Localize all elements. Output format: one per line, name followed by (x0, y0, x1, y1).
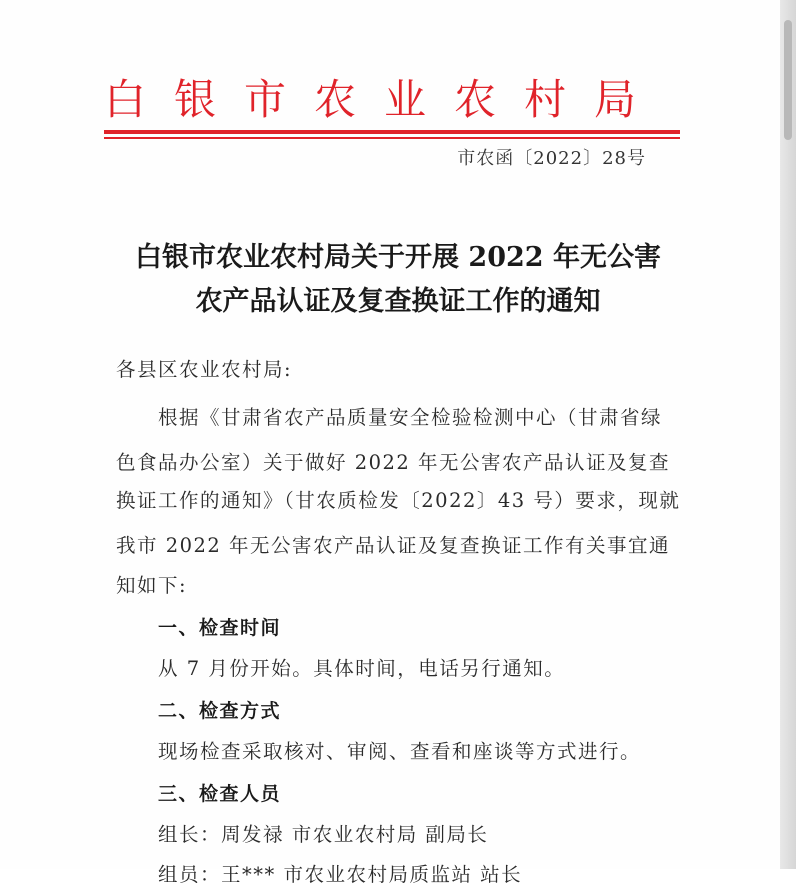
letterhead-agency-name: 白银市农业农村局 (104, 75, 665, 124)
paragraph-line: 知如下: (116, 574, 188, 597)
section-text-method: 现场检查采取核对、审阅、查看和座谈等方式进行。 (158, 740, 642, 763)
letterhead-red-rule-thin (104, 137, 680, 139)
section-text-time: 从 7 月份开始。具体时间，电话另行通知。 (158, 657, 566, 680)
document-title (100, 236, 696, 324)
paragraph-line: 色食品办公室）关于做好 2022 年无公害农产品认证及复查 (116, 451, 671, 474)
scrollbar-track[interactable] (780, 0, 796, 869)
paragraph-line: 我市 2022 年无公害农产品认证及复查换证工作有关事宜通 (116, 534, 671, 557)
salutation: 各县区农业农村局: (116, 358, 293, 381)
paragraph-line: 根据《甘肃省农产品质量安全检验检测中心（甘肃省绿 (158, 406, 663, 429)
paragraph-line: 换证工作的通知》（甘农质检发〔2022〕43 号）要求，现就 (116, 489, 681, 512)
section-heading-personnel: 三、检查人员 (158, 783, 282, 805)
section-text-leader: 组长：周发禄 市农业农村局 副局长 (158, 823, 489, 846)
scrollbar-thumb[interactable] (784, 20, 792, 140)
letterhead-red-rule (104, 130, 680, 134)
title-line-2: 农产品认证及复查换证工作的通知 (195, 286, 601, 317)
document-number: 市农函〔2022〕28号 (457, 148, 646, 169)
section-heading-time: 一、检查时间 (158, 617, 282, 639)
title-line-1: 白银市农业农村局关于开展 2022 年无公害 (135, 242, 661, 273)
section-heading-method: 二、检查方式 (158, 700, 282, 722)
section-text-member-partial: 组员：王*** 市农业农村局质监站 站长 (158, 863, 523, 886)
